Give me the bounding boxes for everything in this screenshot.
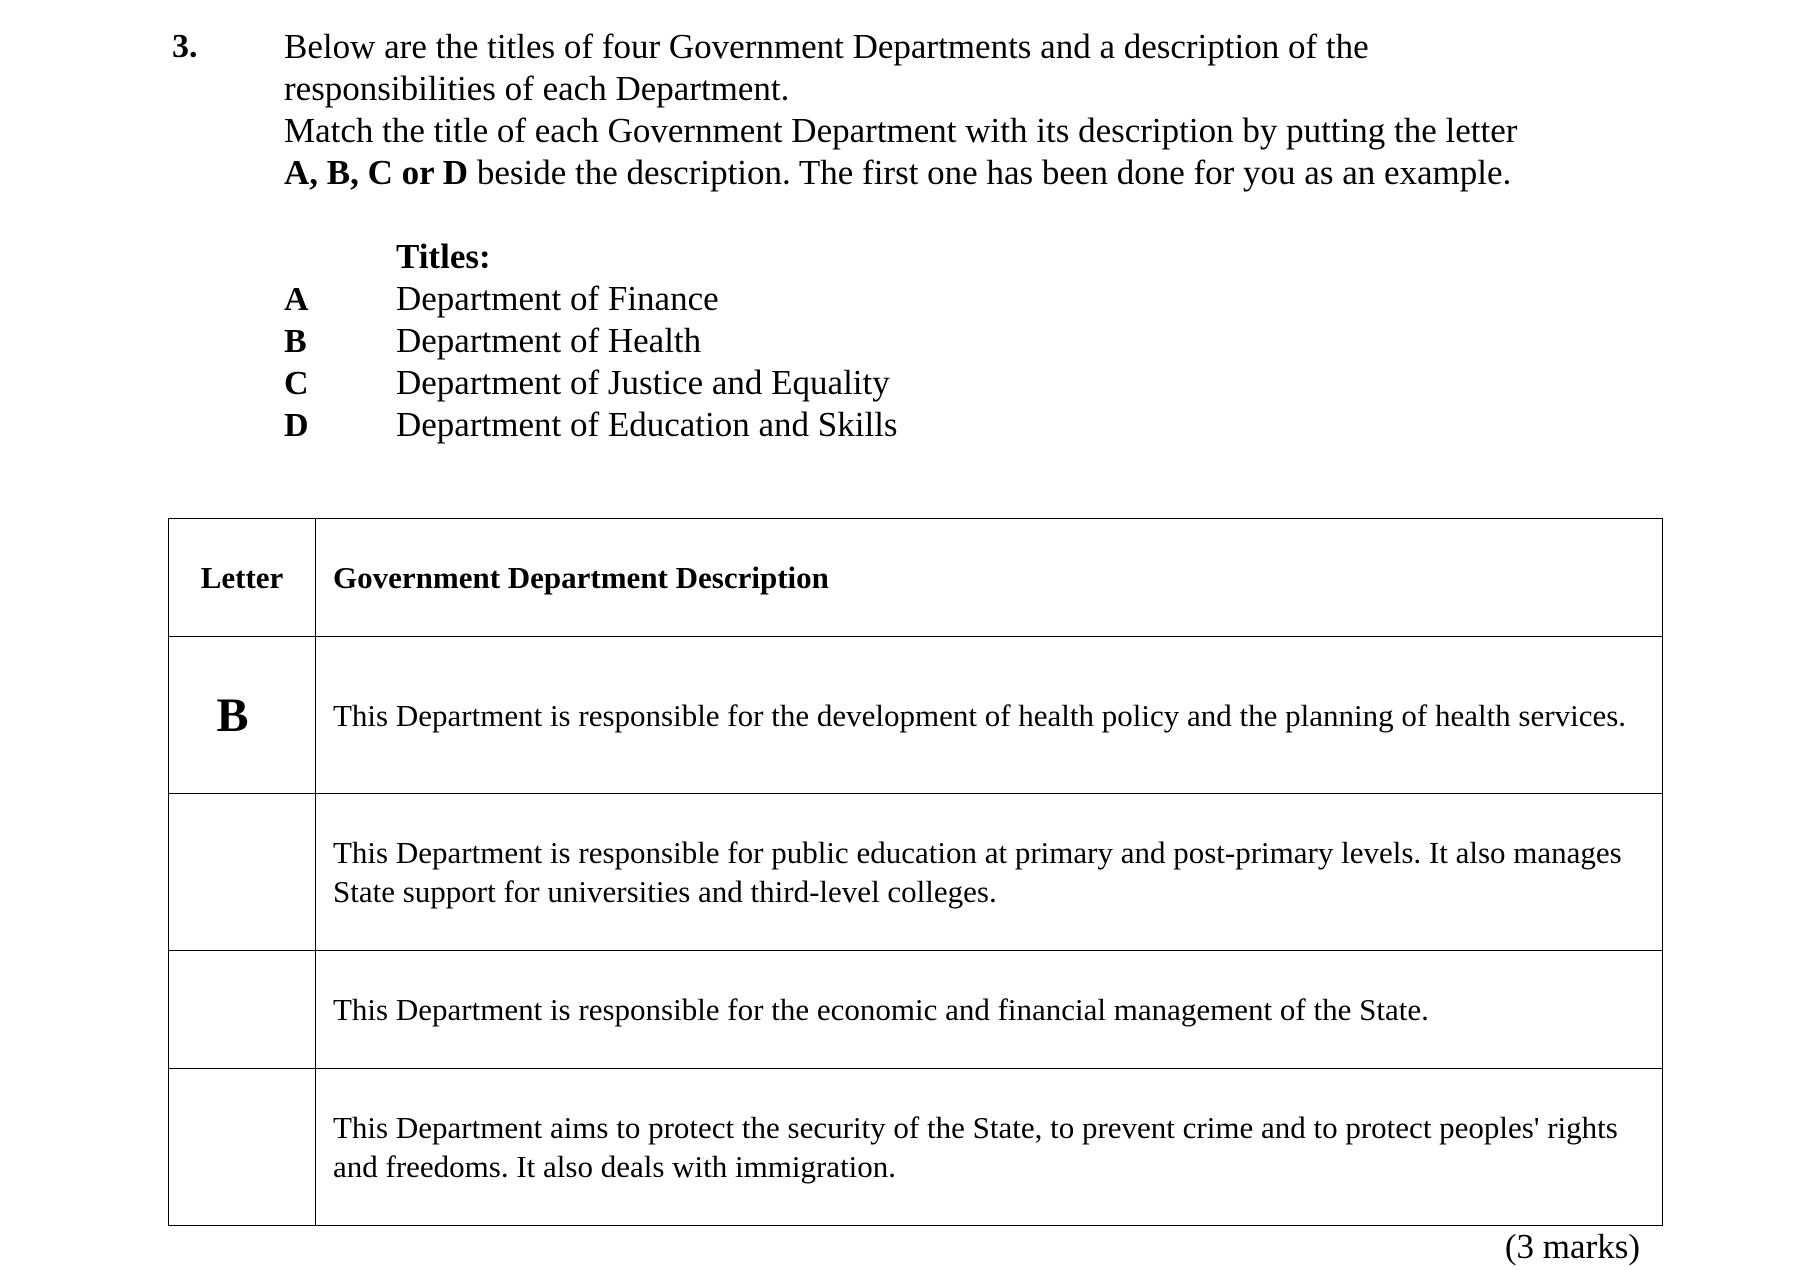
intro-line-2: responsibilities of each Department.: [284, 69, 790, 108]
title-name: Department of Education and Skills: [396, 405, 898, 444]
title-item: [284, 278, 898, 320]
title-letter: C: [284, 365, 309, 402]
description-cell: This Department is responsible for public education at primary and post-primary levels. It also manages State support for universities and third-level colleges.: [316, 794, 1663, 951]
table-row: [169, 637, 1663, 794]
title-item: [284, 320, 898, 362]
letter-answer-cell[interactable]: [169, 951, 316, 1069]
table-row: [169, 951, 1663, 1069]
title-name: Department of Health: [396, 321, 702, 360]
title-name: Department of Justice and Equality: [396, 363, 890, 402]
header-description: Government Department Description: [316, 519, 1663, 637]
instruction-line-1: Match the title of each Government Department with its description by putting the letter: [284, 111, 1518, 150]
title-letter: A: [284, 281, 309, 318]
title-name: Department of Finance: [396, 279, 719, 318]
letter-answer-cell[interactable]: [169, 1069, 316, 1226]
table-header-row: [169, 519, 1663, 637]
instruction-line-2: [284, 152, 1684, 194]
instruction-rest: beside the description. The first one has been done for you as an example.: [468, 153, 1512, 192]
letter-answer-cell[interactable]: B: [169, 637, 316, 794]
description-cell: This Department is responsible for the development of health policy and the planning of health services.: [316, 637, 1663, 794]
title-item: [284, 404, 898, 446]
titles-list: [284, 278, 898, 446]
description-cell: This Department aims to protect the security of the State, to prevent crime and to protect peoples' rights and freedoms. It also deals with immigration.: [316, 1069, 1663, 1226]
title-letter: D: [284, 407, 309, 444]
marks-label: (3 marks): [1504, 1227, 1640, 1266]
titles-heading: Titles:: [396, 237, 491, 276]
intro-line-1: Below are the titles of four Government Departments and a description of the: [284, 27, 1369, 66]
description-cell: This Department is responsible for the economic and financial management of the State.: [316, 951, 1663, 1069]
answer-table: [168, 518, 1663, 1226]
question-text: [284, 26, 1684, 194]
title-letter: B: [284, 323, 307, 360]
letter-answer-cell[interactable]: [169, 794, 316, 951]
table-row: [169, 794, 1663, 951]
header-letter: Letter: [169, 519, 316, 637]
table-row: [169, 1069, 1663, 1226]
question-number: 3.: [172, 28, 198, 65]
title-item: [284, 362, 898, 404]
instruction-letters: A, B, C or D: [284, 153, 469, 192]
